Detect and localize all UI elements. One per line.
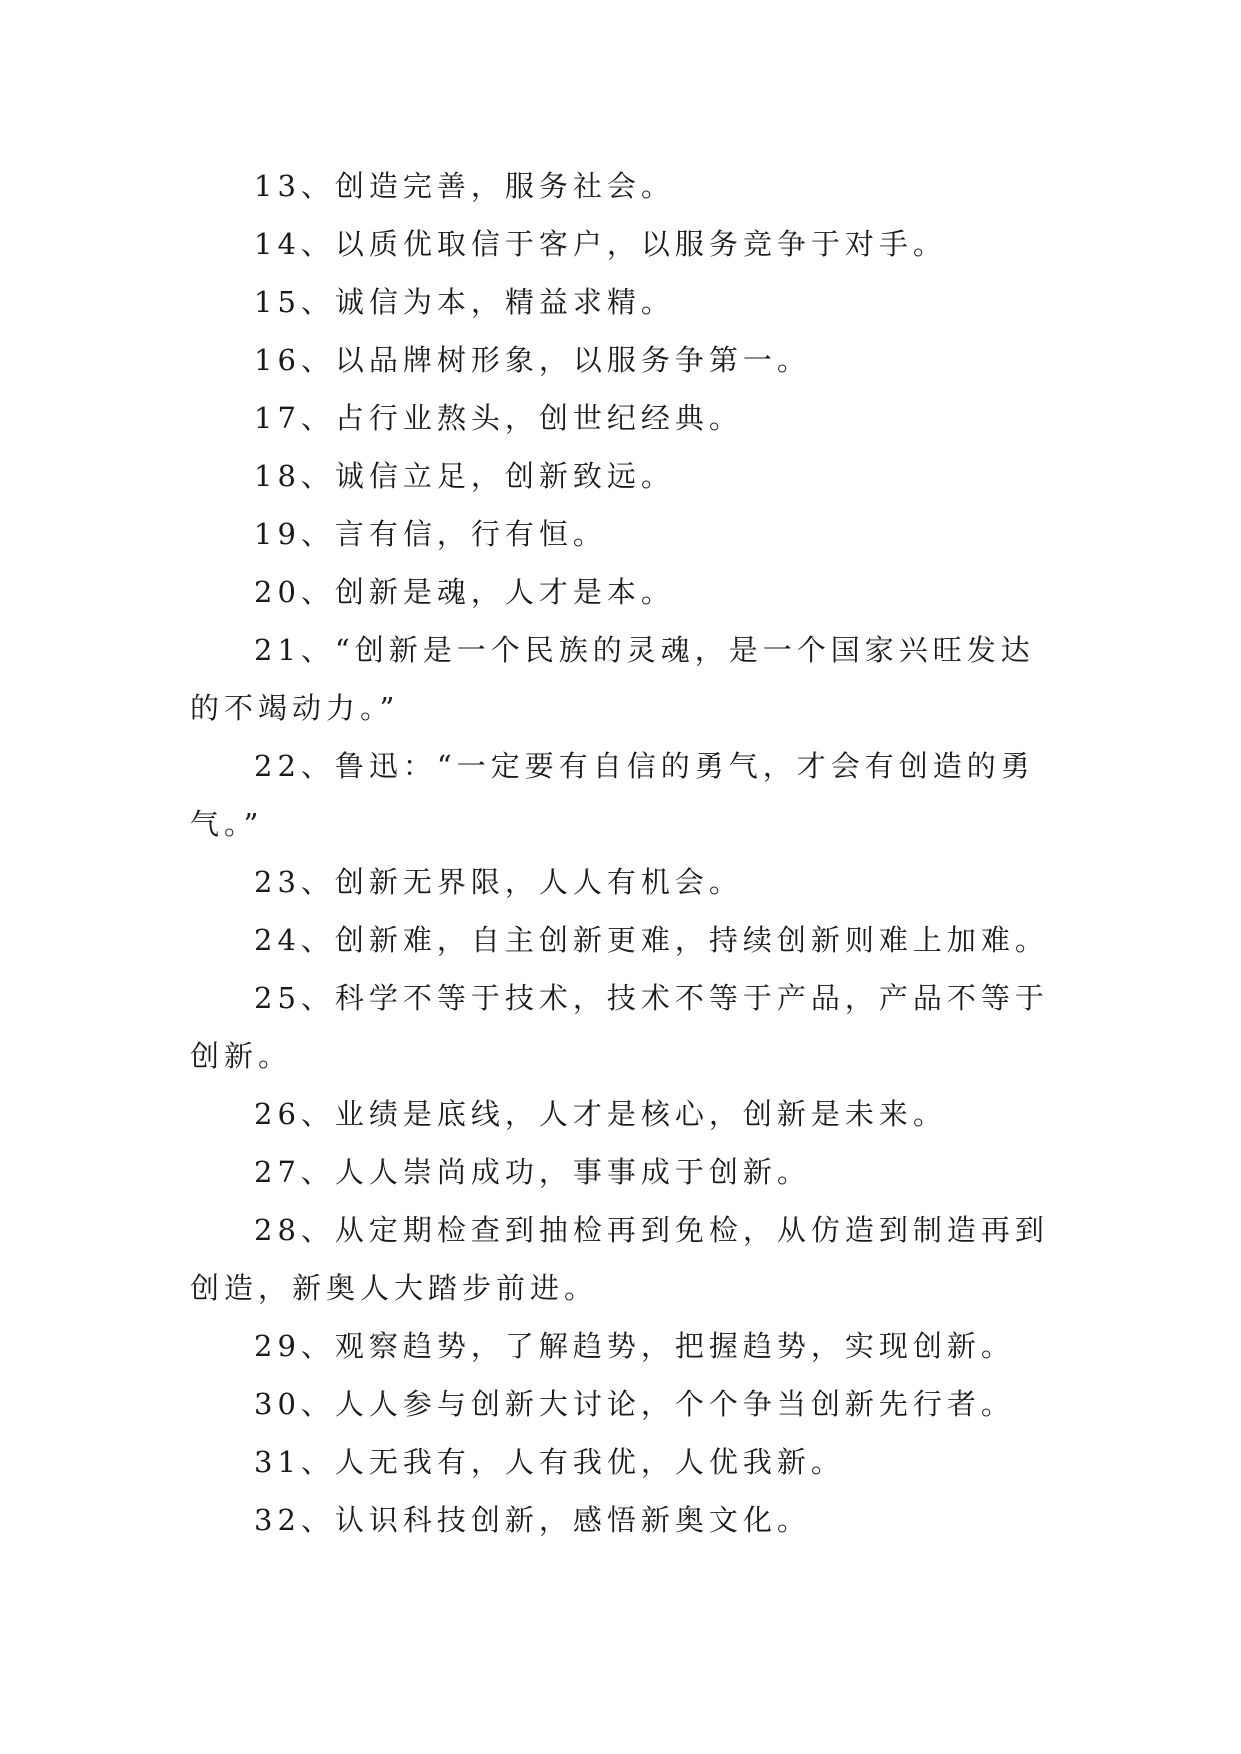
paragraph-14: 14、以质优取信于客户，以服务竞争于对手。 <box>254 227 947 261</box>
paragraph-27: 27、人人崇尚成功，事事成于创新。 <box>254 1155 811 1189</box>
paragraph-25: 25、科学不等于技术，技术不等于产品，产品不等于创新。 <box>190 981 1049 1073</box>
paragraph-28: 28、从定期检查到抽检再到免检，从仿造到制造再到创造，新奥人大踏步前进。 <box>190 1213 1049 1305</box>
paragraph-22: 22、鲁迅：“一定要有自信的勇气，才会有创造的勇气。” <box>190 749 1035 841</box>
paragraph-13: 13、创造完善，服务社会。 <box>254 169 675 203</box>
paragraph-31: 31、人无我有，人有我优，人优我新。 <box>254 1445 845 1479</box>
paragraph-20: 20、创新是魂，人才是本。 <box>254 575 675 609</box>
paragraph-15: 15、诚信为本，精益求精。 <box>254 285 675 319</box>
paragraph-21: 21、“创新是一个民族的灵魂，是一个国家兴旺发达的不竭动力。” <box>190 633 1035 725</box>
paragraph-19: 19、言有信，行有恒。 <box>254 517 607 551</box>
paragraph-30: 30、人人参与创新大讨论，个个争当创新先行者。 <box>254 1387 1015 1421</box>
paragraph-23: 23、创新无界限，人人有机会。 <box>254 865 743 899</box>
paragraph-26: 26、业绩是底线，人才是核心，创新是未来。 <box>254 1097 947 1131</box>
paragraph-29: 29、观察趋势，了解趋势，把握趋势，实现创新。 <box>254 1329 1015 1363</box>
paragraph-16: 16、以品牌树形象，以服务争第一。 <box>254 343 811 377</box>
paragraph-18: 18、诚信立足，创新致远。 <box>254 459 675 493</box>
paragraph-17: 17、占行业熬头，创世纪经典。 <box>254 401 743 435</box>
paragraph-24: 24、创新难，自主创新更难，持续创新则难上加难。 <box>254 923 1049 957</box>
paragraph-32: 32、认识科技创新，感悟新奥文化。 <box>254 1503 811 1537</box>
document-body <box>190 157 1050 1549</box>
